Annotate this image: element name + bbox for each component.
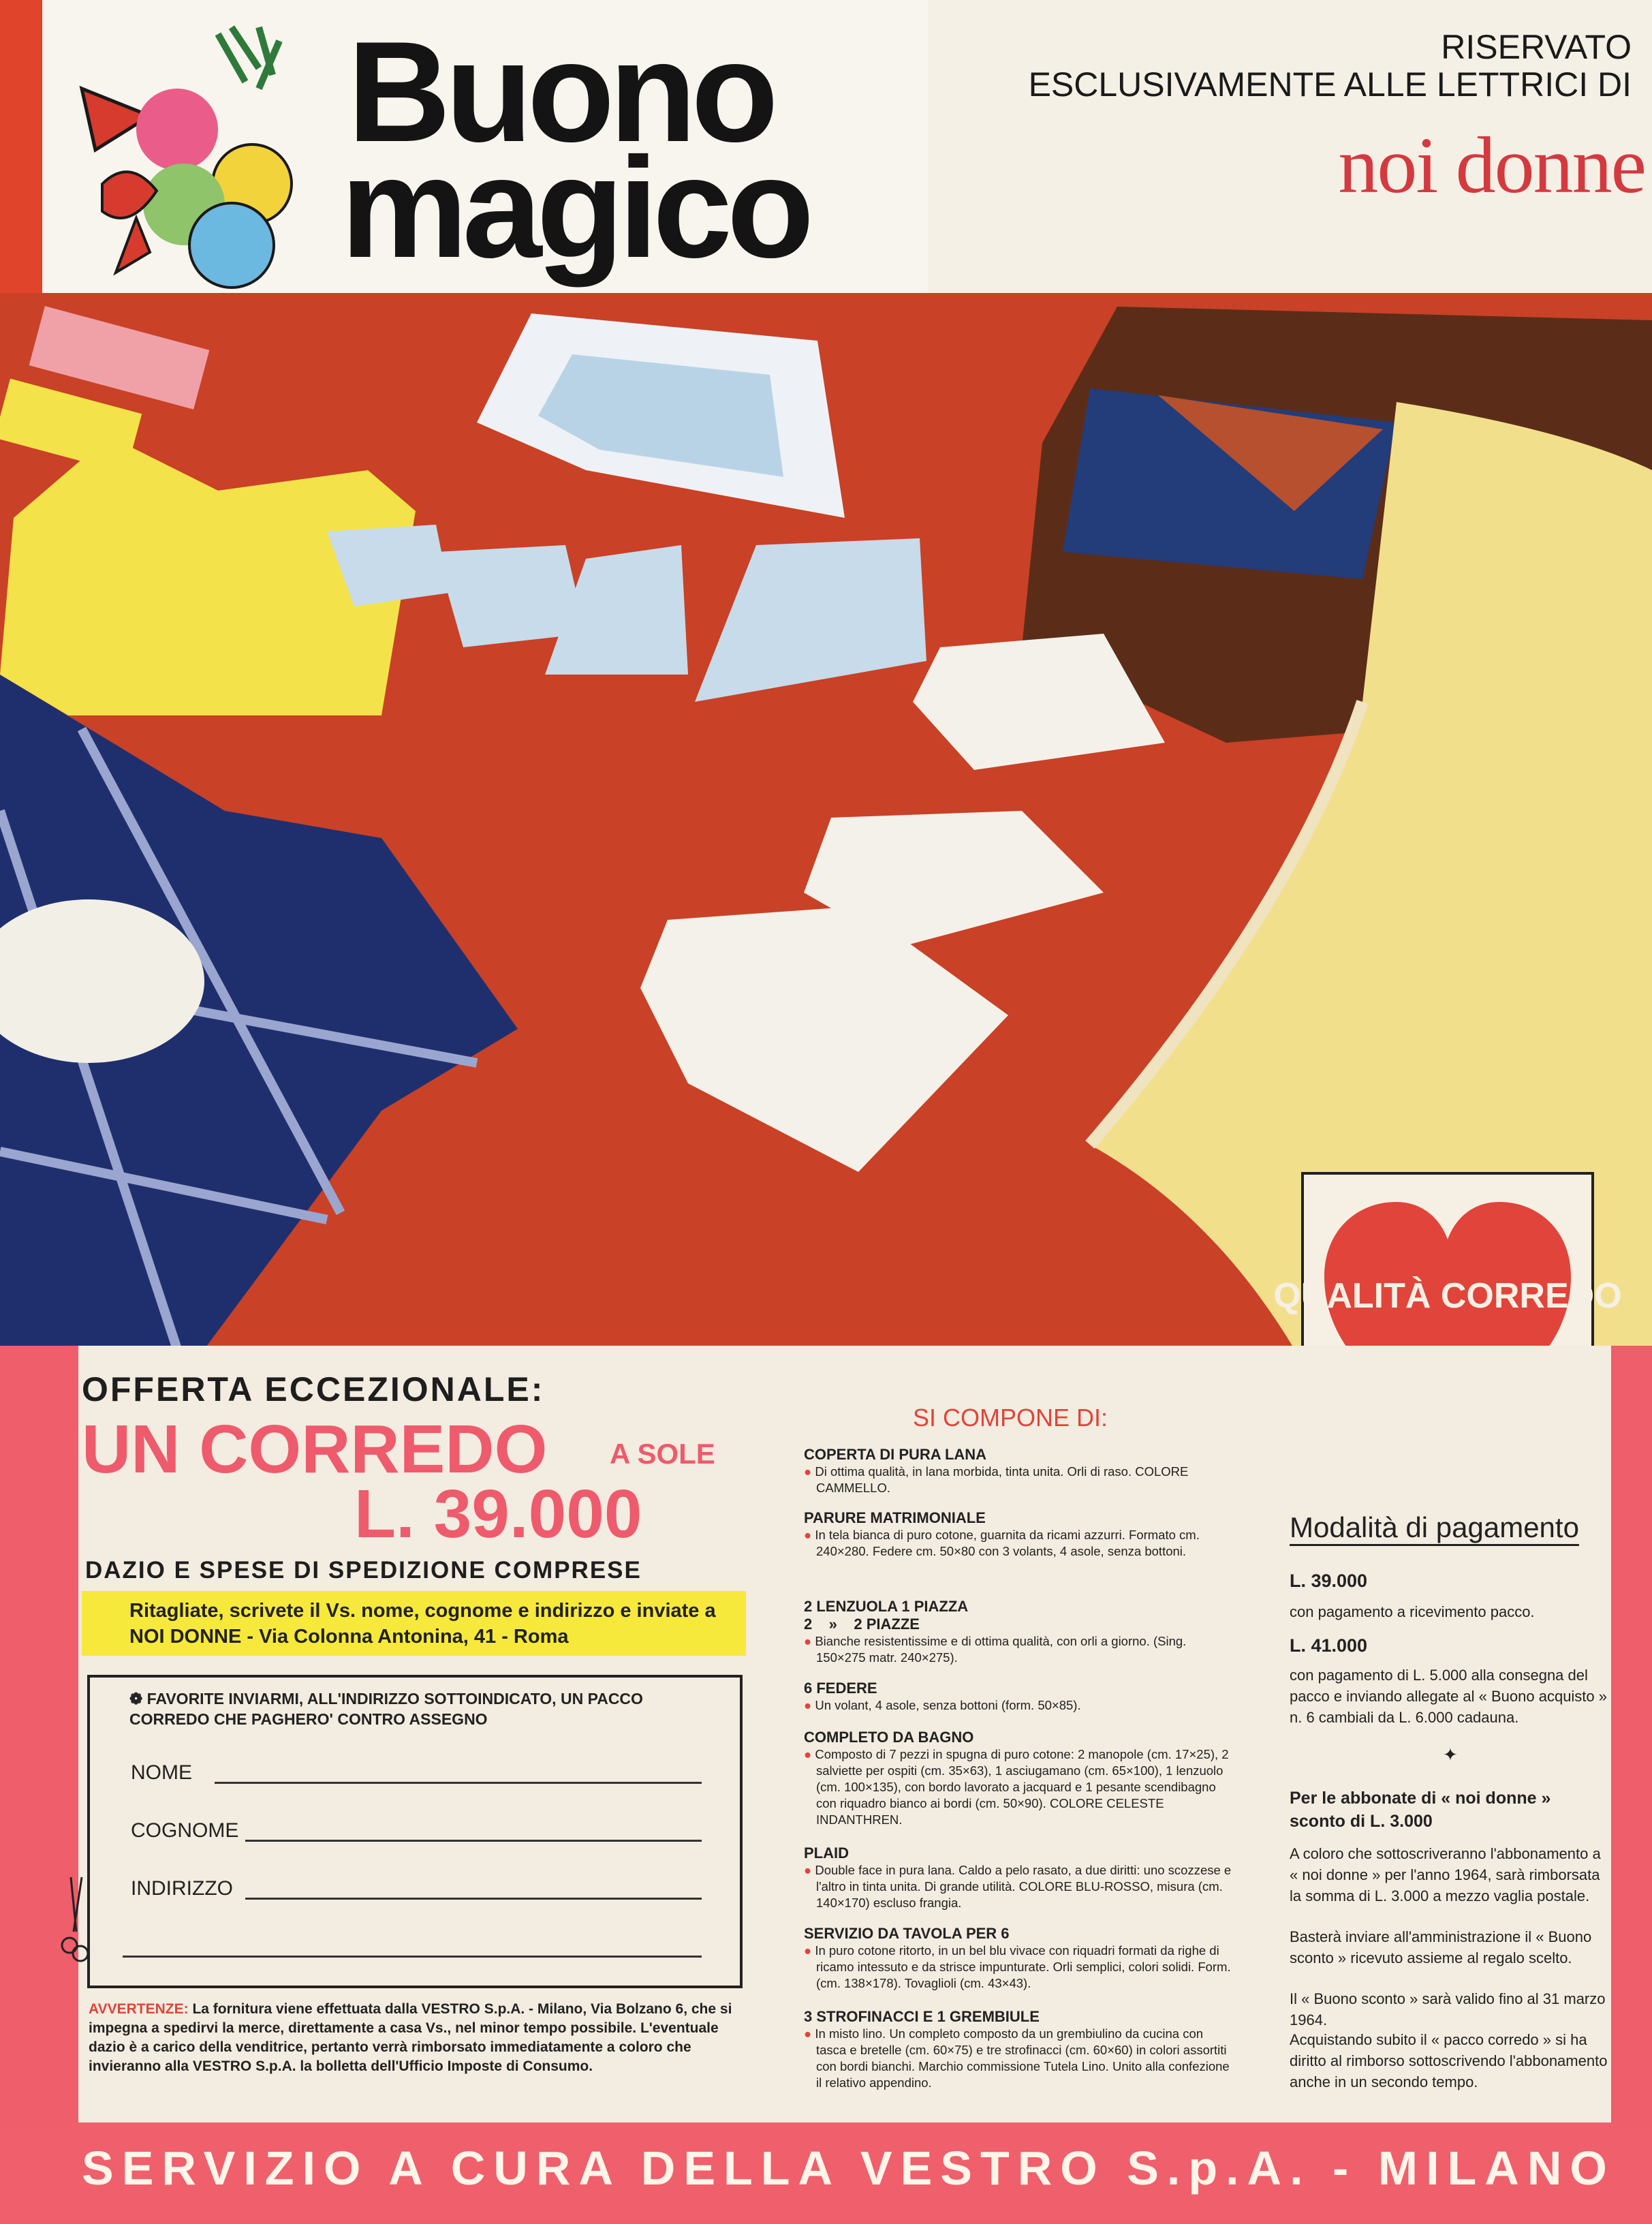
item-desc: ● In puro cotone ritorto, in un bel blu vivace con riquadri formati da righe di ricamo intessuto e da strisce impunturate. Orli semplici, colori solidi. Form. (cm. 138×178). Tovaglioli (cm. 43×43). [804,1943,1231,1990]
left-pink-border [0,1346,78,2122]
item-desc: ● In tela bianca di puro cotone, guarnita da ricami azzurri. Formato cm. 240×280. Federe cm. 50×80 con 3 volants, 4 asole, senza bottoni. [804,1528,1200,1558]
offer-headline: UN CORREDO [82,1411,548,1487]
field-label-cognome: COGNOME [131,1819,239,1842]
header-red-strip [0,0,42,300]
right-pink-border [1611,1346,1652,2122]
logo-word-buono: Buono [347,12,773,172]
field-label-nome: NOME [131,1761,192,1784]
composition-item [804,2008,1235,2091]
cognome-field[interactable] [245,1840,702,1842]
warning-note [89,2000,743,2076]
item-desc: ● Un volant, 4 asole, senza bottoni (form. 50×85). [804,1698,1081,1712]
footer-text: SERVIZIO A CURA DELLA VESTRO S.p.A. - MILANO [82,2142,1615,2195]
ornaments-illustration [54,14,341,300]
composition-title: SI COMPONE DI: [913,1404,1108,1432]
offer-a-sole: A SOLE [610,1438,715,1470]
warning-label: AVVERTENZE: [89,2001,189,2017]
item-desc: ● In misto lino. Un completo composto da un grembiulino da cucina con tasca e bretelle (cm. 60×75) e tre strofinacci (cm. 60×60) in colori assortiti con bordi bianchi. Marchio commissione Tutela Lino. Unito alla confezione il relativo appendino. [804,2026,1230,2090]
item-title: PLAID [804,1844,849,1862]
subscriber-discount-title: Per le abbonate di « noi donne » sconto di L. 3.000 [1290,1789,1551,1831]
composition-item [804,1729,1235,1828]
item-title: 2 LENZUOLA 1 PIAZZA 2 » 2 PIAZZE [804,1598,969,1633]
badge-text: QUALITÀ CORREDO [1273,1276,1622,1316]
logo-word-magico: magico [341,127,809,288]
item-desc: ● Composto di 7 pezzi in spugna di puro cotone: 2 manopole (cm. 17×25), 2 salviette per ospiti (cm. 35×63), 1 asciugamano (cm. 65×100), 1 lenzuolo (cm. 100×135), con bordo lavorato a jacquard e 1 pesante scendibagno con riquadro bianco ai bordi (cm. 50×90). COLORE CELESTE INDANTHREN. [804,1747,1229,1827]
warning-text: La fornitura viene effettuata dalla VESTRO S.p.A. - Milano, Via Bolzano 6, che si impegna a spedirvi la merce, direttamente a casa Vs., nel minor tempo possibile. L'eventuale dazio è a carico della venditrice, pertanto verrà rimborsato immediatamente a coloro che invieranno alla VESTRO S.p.A. la bolletta dell'Ufficio Imposte di Consumo. [89,2001,732,2074]
composition-item [804,1598,1235,1666]
payment-option-2-text: con pagamento di L. 5.000 alla consegna del pacco e inviando allegate al « Buono acquisto » n. 6 cambiali da L. 6.000 cadauna. [1290,1667,1608,1726]
item-title: COMPLETO DA BAGNO [804,1729,974,1746]
offer-subtitle: DAZIO E SPESE DI SPEDIZIONE COMPRESE [85,1557,642,1584]
payment-option-1-price: L. 39.000 [1290,1571,1368,1591]
subscriber-paragraph-2: Basterà inviare all'amministrazione il « Buono sconto » ricevuto assieme al regalo scelto. [1290,1928,1592,1966]
item-desc: ● Di ottima qualità, in lana morbida, tinta unita. Orli di raso. COLORE CAMMELLO. [804,1464,1189,1495]
subscriber-paragraph-4: Acquistando subito il « pacco corredo » si ha diritto al rimborso sottoscrivendo l'abbonamento anche in un secondo tempo. [1290,2031,1608,2090]
payment-option-1-text: con pagamento a ricevimento pacco. [1290,1603,1535,1620]
item-title: SERVIZIO DA TAVOLA PER 6 [804,1925,1010,1942]
reserved-text-2: ESCLUSIVAMENTE ALLE LETTRICI DI [1028,65,1632,104]
item-title: 6 FEDERE [804,1680,877,1697]
composition-item [804,1925,1235,1992]
subscriber-paragraph-1: A coloro che sottoscriveranno l'abbonamento a « noi donne » per l'anno 1964, sarà rimborsata la somma di L. 3.000 a mezzo vaglia postale. [1290,1845,1601,1904]
subscriber-paragraph-3: Il « Buono sconto » sarà valido fino al 31 marzo 1964. [1290,1990,1606,2028]
reserved-text: RISERVATO [1441,28,1632,66]
composition-item [804,1509,1235,1560]
field-label-indirizzo: INDIRIZZO [131,1877,233,1900]
magazine-name: noi donne [1338,121,1645,210]
address-extra-field[interactable] [123,1956,702,1958]
composition-item [804,1446,1235,1496]
composition-item [804,1844,1235,1911]
nome-field[interactable] [215,1782,702,1784]
separator-icon: ✦ [1443,1744,1458,1765]
payment-title: Modalità di pagamento [1290,1511,1579,1546]
item-desc: ● Bianche resistentissime e di ottima qualità, con orli a giorno. (Sing. 150×275 matr. 240×275). [804,1634,1187,1665]
composition-item [804,1680,1235,1714]
item-title: 3 STROFINACCI E 1 GREMBIULE [804,2008,1040,2025]
scissors-icon [61,1877,89,1966]
instructions-text: Ritagliate, scrivete il Vs. nome, cognome e indirizzo e inviate a NOI DONNE - Via Colonna Antonina, 41 - Roma [129,1600,716,1648]
item-desc: ● Double face in pura lana. Caldo a pelo rasato, a due diritti: uno scozzese e l'altro in tinta unita. Di grande utilità. COLORE BLU-ROSSO, misura (cm. 140×170) escluso frangia. [804,1863,1232,1910]
offer-price: L. 39.000 [354,1476,642,1552]
coupon-text: ❁ FAVORITE INVIARMI, ALL'INDIRIZZO SOTTOINDICATO, UN PACCO CORREDO CHE PAGHERO' CONTRO ASSEGNO [129,1690,643,1728]
item-title: COPERTA DI PURA LANA [804,1446,987,1463]
offer-title: OFFERTA ECCEZIONALE: [82,1370,545,1408]
item-title: PARURE MATRIMONIALE [804,1509,986,1526]
payment-option-2-price: L. 41.000 [1290,1635,1368,1656]
indirizzo-field[interactable] [245,1898,702,1900]
